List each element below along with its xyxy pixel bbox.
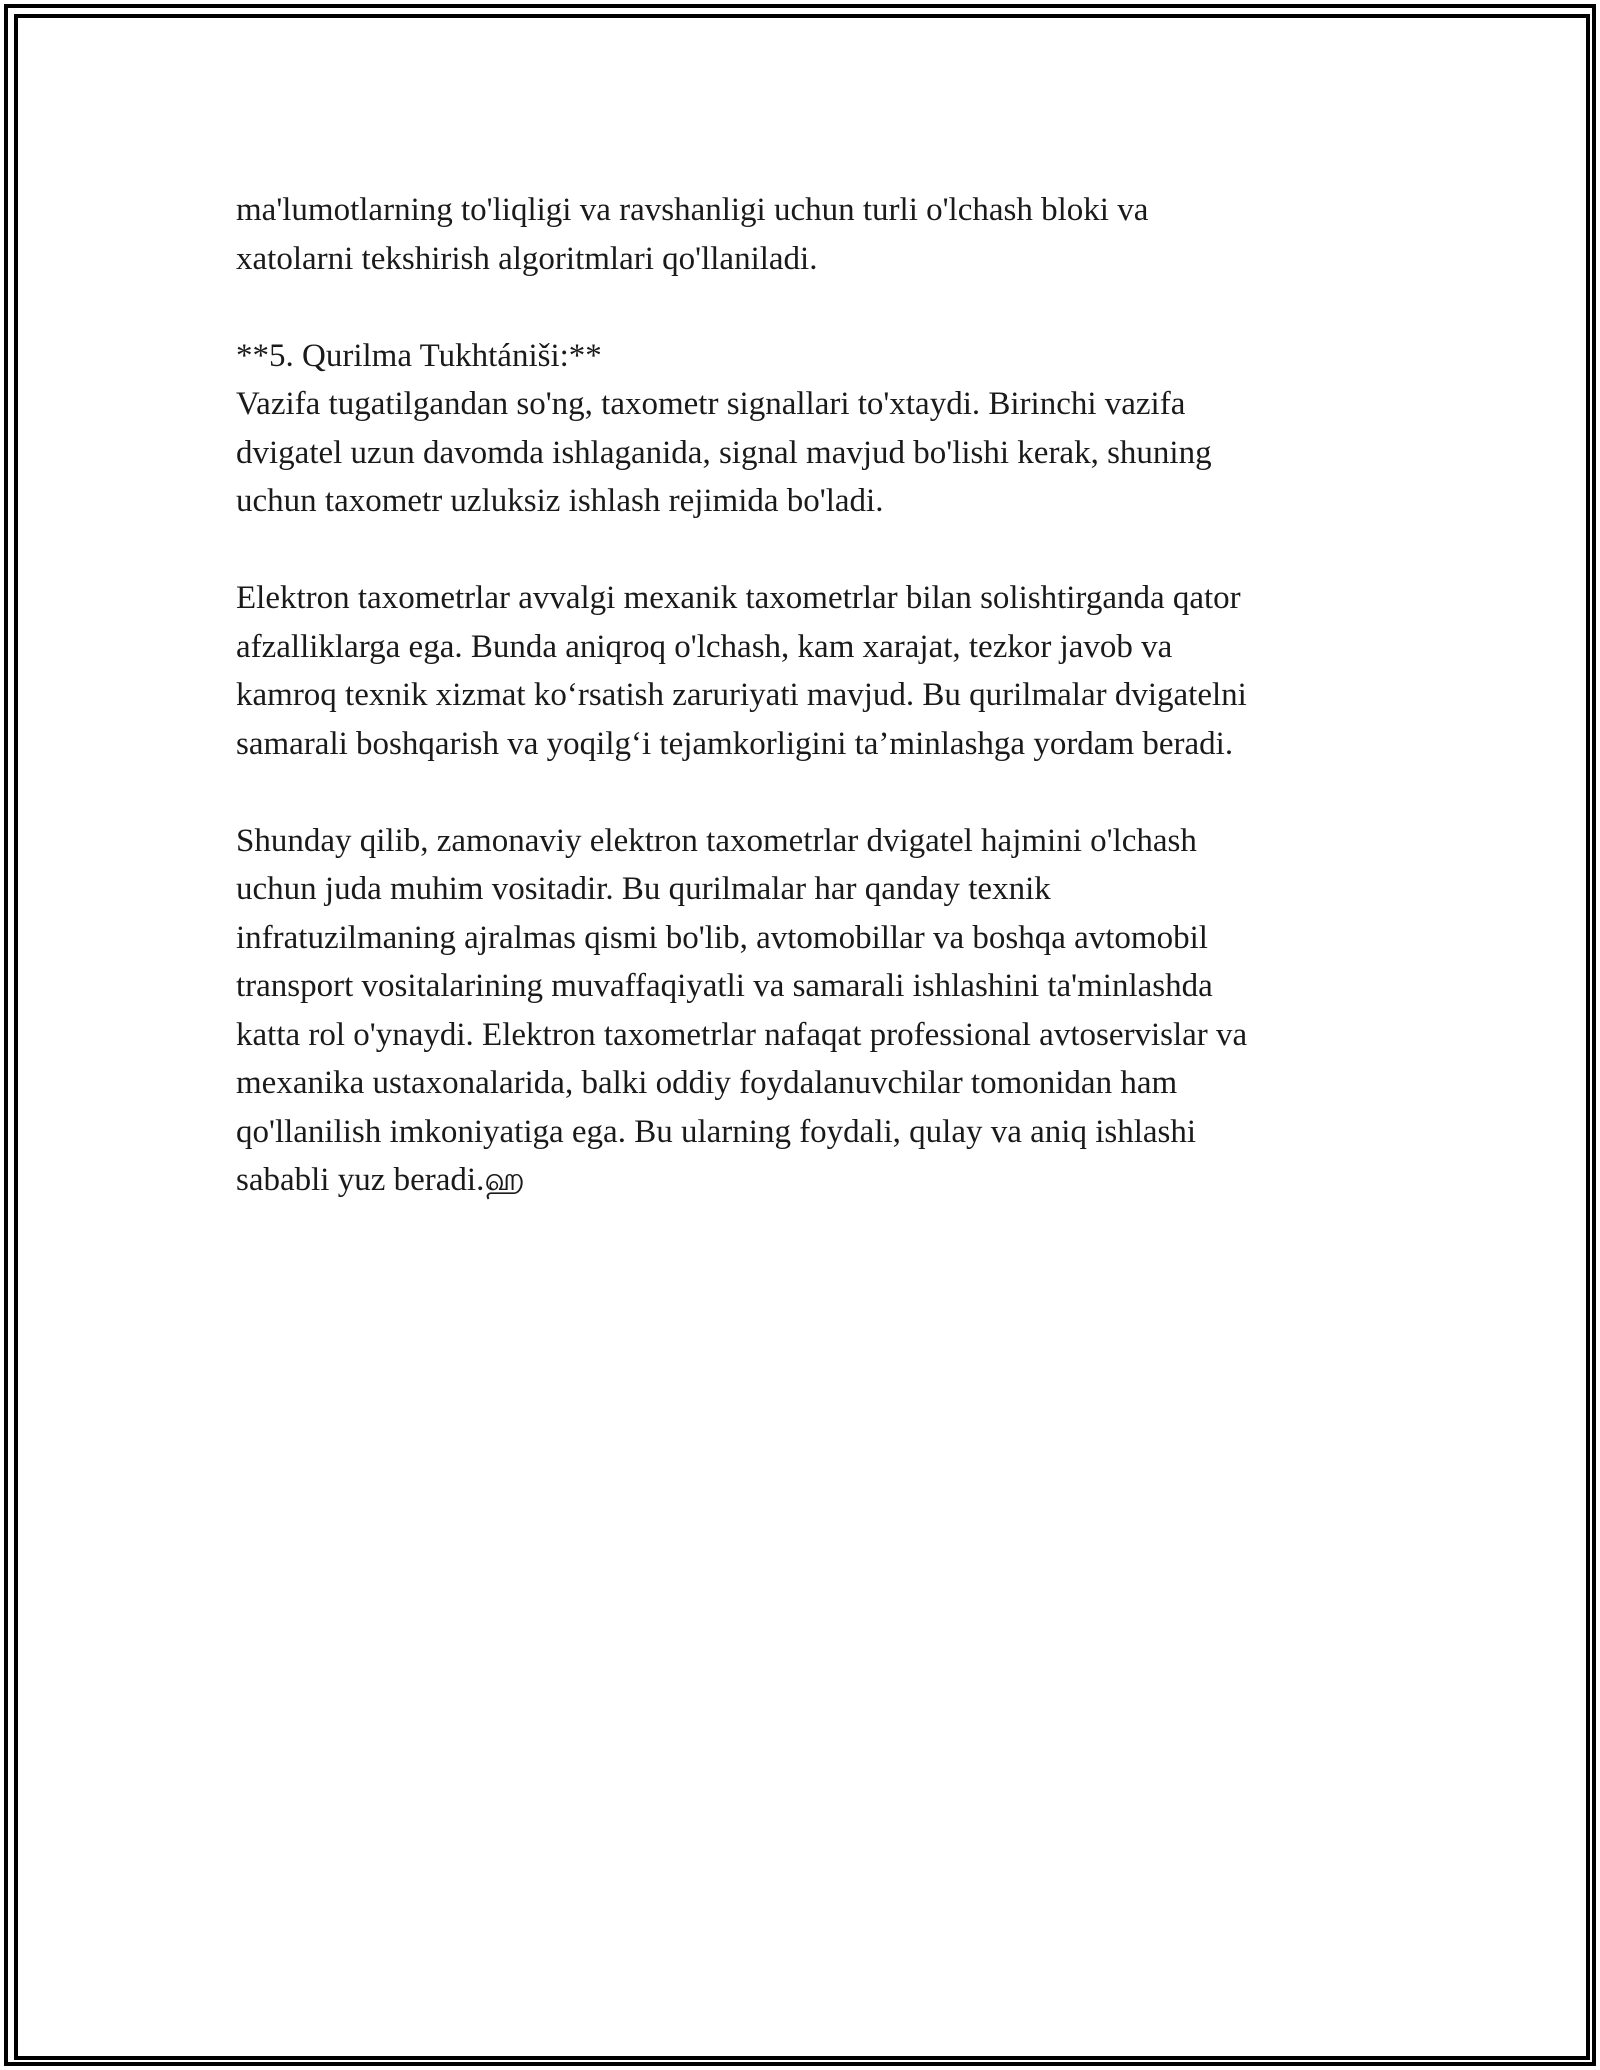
paragraph-continuation: ma'lumotlarning to'liqligi va ravshanligi uchun turli o'lchash bloki va xatolarni tekshirish algoritmlari qo'llaniladi.	[236, 192, 1149, 277]
paragraph-conclusion: Shunday qilib, zamonaviy elektron taxometrlar dvigatel hajmini o'lchash uchun juda muhim vositadir. Bu qurilmalar har qanday texnik infratuzilmaning ajralmas qismi bo'lib, avtomobillar va boshqa avtomobil transport vositalarining muvaffaqiyatli va samarali ishlashini ta'minlashda katta rol o'ynaydi. Elektron taxometrlar nafaqat professional avtoservislar va mexanika ustaxonalarida, balki oddiy foydalanuvchilar tomonidan ham qo'llanilish imkoniyatiga ega. Bu ularning foydali, qulay va aniq ishlashi sababli yuz beradi.ஹ	[236, 822, 1248, 1198]
document-body	[236, 186, 1386, 1253]
paragraph-advantages: Elektron taxometrlar avvalgi mexanik taxometrlar bilan solishtirganda qator afzalliklarga ega. Bunda aniqroq o'lchash, kam xarajat, tezkor javob va kamroq texnik xizmat ko‘rsatish zaruriyati mavjud. Bu qurilmalar dvigatelni samarali boshqarish va yoqilg‘i tejamkorligini ta’minlashga yordam beradi.	[236, 580, 1247, 762]
paragraph-device-stop: Vazifa tugatilgandan so'ng, taxometr signallari to'xtaydi. Birinchi vazifa dvigatel uzun davomda ishlaganida, signal mavjud bo'lishi kerak, shuning uchun taxometr uzluksiz ishlash rejimida bo'ladi.	[236, 386, 1212, 519]
section-heading: **5. Qurilma Tukhtániši:**	[236, 337, 602, 374]
